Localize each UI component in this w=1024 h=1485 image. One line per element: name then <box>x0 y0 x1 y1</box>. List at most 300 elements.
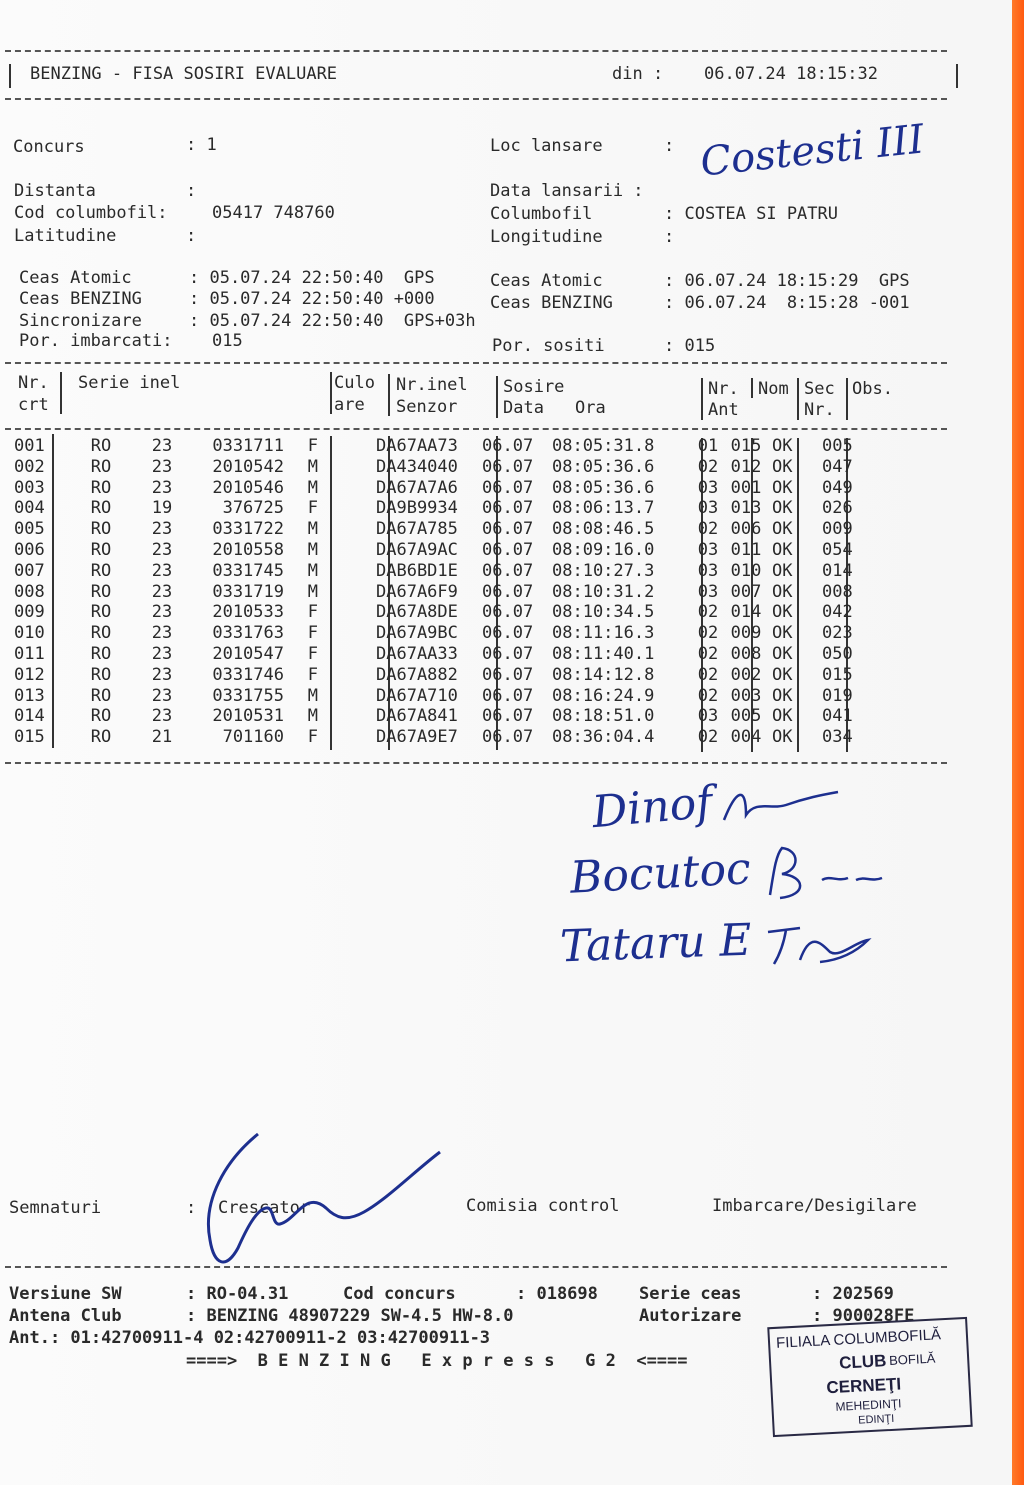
security-status-cell: OK <box>772 498 793 519</box>
antenna-number-cell: 02 <box>697 643 719 664</box>
stamp-line-2: CLUB <box>838 1351 887 1373</box>
ring-country-cell: RO <box>90 727 112 748</box>
security-status-cell: OK <box>772 664 793 685</box>
arrival-time-cell: 08:05:36.6 <box>552 456 655 477</box>
row-number-cell: 012 <box>14 664 45 685</box>
table-row <box>14 478 862 499</box>
ring-number-cell: 0331745 <box>212 560 284 581</box>
ring-year-cell: 23 <box>151 539 173 560</box>
sensor-ring-cell: DA67A9E7 <box>376 727 458 748</box>
ring-country-cell: RO <box>90 477 112 498</box>
serie-ceas-label: Serie ceas <box>639 1284 742 1304</box>
table-row <box>14 706 862 727</box>
observation-cell: 009 <box>822 519 853 540</box>
arrival-date-cell: 06.07 <box>482 436 534 456</box>
semnaturi-colon: : <box>186 1198 197 1218</box>
antenna-number-cell: 02 <box>697 685 719 706</box>
nom-value-cell: 004 <box>730 727 762 748</box>
stamp-line-5: EDINŢI <box>857 1412 895 1427</box>
arrival-time-cell: 08:05:36.6 <box>552 477 655 498</box>
col-separator <box>496 376 498 418</box>
col-separator <box>388 374 390 416</box>
row-number-cell: 011 <box>14 643 45 664</box>
col-culoare-header: Culo <box>334 373 375 393</box>
observation-cell: 034 <box>822 727 853 748</box>
divider <box>5 1266 947 1268</box>
ceas-atomic-start-value: : 05.07.24 22:50:40 GPS <box>189 268 435 288</box>
semnaturi-label: Semnaturi <box>9 1198 102 1218</box>
security-status-cell: OK <box>772 539 793 560</box>
security-status-cell: OK <box>772 623 793 644</box>
color-cell <box>318 498 376 519</box>
row-number-cell: 007 <box>14 560 45 581</box>
col-sosire-header: Sosire <box>503 377 565 397</box>
nom-value-cell: 014 <box>730 602 762 623</box>
nom-value-cell: 001 <box>730 477 762 498</box>
arrival-time-cell: 08:18:51.0 <box>552 706 655 727</box>
ring-year-cell: 23 <box>151 643 173 664</box>
observation-cell: 014 <box>822 560 853 581</box>
antenna-number-cell: 01 <box>697 436 719 456</box>
nom-value-cell: 011 <box>730 539 762 560</box>
stamp-line-1: FILIALA COLUMBOFILĂ <box>775 1326 942 1352</box>
sex-cell: M <box>307 519 318 540</box>
sensor-ring-cell: DA67AA33 <box>376 643 458 664</box>
col-separator <box>797 378 799 420</box>
sensor-ring-cell: DAB6BD1E <box>376 560 458 581</box>
observation-cell: 050 <box>822 643 853 664</box>
sex-cell: M <box>307 685 318 706</box>
table-row <box>14 457 862 478</box>
color-cell <box>318 686 376 707</box>
table-row <box>14 561 862 582</box>
ring-number-cell: 376725 <box>222 498 284 519</box>
arrival-date-cell: 06.07 <box>482 623 534 644</box>
observation-cell: 023 <box>822 623 853 644</box>
concurs-value: : 1 <box>186 135 217 155</box>
color-cell <box>318 582 376 603</box>
col-separator <box>751 378 753 398</box>
report-title: BENZING - FISA SOSIRI EVALUARE <box>30 64 338 84</box>
color-cell <box>318 727 376 748</box>
cod-concurs-value: : 018698 <box>516 1284 598 1304</box>
row-number-cell: 015 <box>14 727 45 748</box>
sex-cell: M <box>307 706 318 727</box>
security-status-cell: OK <box>772 581 793 602</box>
nom-value-cell: 015 <box>730 436 762 456</box>
signature-scribble-3 <box>760 912 880 972</box>
sex-cell: F <box>307 727 318 748</box>
serie-ceas-value: : 202569 <box>812 1284 894 1304</box>
ring-country-cell: RO <box>90 643 112 664</box>
ring-number-cell: 2010533 <box>212 602 284 623</box>
table-row <box>14 519 862 540</box>
sensor-ring-cell: DA67A785 <box>376 519 458 540</box>
arrival-date-cell: 06.07 <box>482 706 534 727</box>
table-row <box>14 582 862 603</box>
longitudine-colon: : <box>664 227 675 247</box>
color-cell <box>318 436 376 457</box>
ceas-atomic-start-label: Ceas Atomic <box>19 268 132 288</box>
sensor-ring-cell: DA67A8DE <box>376 602 458 623</box>
divider <box>5 98 947 100</box>
latitudine-colon: : <box>186 226 197 246</box>
security-status-cell: OK <box>772 560 793 581</box>
report-datetime: 06.07.24 18:15:32 <box>704 64 878 84</box>
sensor-ring-cell: DA67A9AC <box>376 539 458 560</box>
ring-year-cell: 23 <box>151 560 173 581</box>
autorizare-value: : 900028FE <box>812 1306 915 1326</box>
row-number-cell: 006 <box>14 539 45 560</box>
row-number-cell: 004 <box>14 498 45 519</box>
ring-country-cell: RO <box>90 685 112 706</box>
row-number-cell: 008 <box>14 581 45 602</box>
stamp-line-4: MEHEDINŢI <box>835 1396 902 1414</box>
ring-number-cell: 0331746 <box>212 664 284 685</box>
breeder-signature <box>196 1130 446 1280</box>
arrival-date-cell: 06.07 <box>482 664 534 685</box>
arrival-date-cell: 06.07 <box>482 581 534 602</box>
security-status-cell: OK <box>772 456 793 477</box>
sensor-ring-cell: DA67A841 <box>376 706 458 727</box>
ring-year-cell: 23 <box>151 436 173 456</box>
sensor-ring-cell: DA67A7A6 <box>376 477 458 498</box>
antena-club-label: Antena Club <box>9 1306 122 1326</box>
columbofil-value: : COSTEA SI PATRU <box>664 204 838 224</box>
ring-number-cell: 2010558 <box>212 539 284 560</box>
sensor-ring-cell: DA67A6F9 <box>376 581 458 602</box>
arrival-time-cell: 08:10:34.5 <box>552 602 655 623</box>
antenna-number-cell: 02 <box>697 602 719 623</box>
ring-year-cell: 23 <box>151 519 173 540</box>
sex-cell: F <box>307 623 318 644</box>
ceas-benzing-start-label: Ceas BENZING <box>19 289 142 309</box>
nom-value-cell: 008 <box>730 643 762 664</box>
antenna-number-cell: 02 <box>697 727 719 748</box>
arrival-date-cell: 06.07 <box>482 539 534 560</box>
antenna-number-cell: 02 <box>697 664 719 685</box>
sensor-ring-cell: DA434040 <box>376 456 458 477</box>
columbofil-label: Columbofil <box>490 204 593 224</box>
ring-number-cell: 0331719 <box>212 581 284 602</box>
ring-number-cell: 0331763 <box>212 623 284 644</box>
sensor-ring-cell: DA67AA73 <box>376 436 458 456</box>
ring-number-cell: 2010547 <box>212 643 284 664</box>
antenna-number-cell: 03 <box>697 498 719 519</box>
porumbei-imbarcati-label: Por. imbarcati: <box>19 331 173 351</box>
loc-lansare-colon: : <box>664 136 675 156</box>
versiune-sw-value: : RO-04.31 <box>186 1284 289 1304</box>
col-sec-header: Sec <box>804 379 835 399</box>
arrival-date-cell: 06.07 <box>482 560 534 581</box>
arrival-time-cell: 08:05:31.8 <box>552 436 655 456</box>
ring-year-cell: 23 <box>151 477 173 498</box>
col-nom-header: Nom <box>758 379 789 399</box>
ceas-benzing-start-value: : 05.07.24 22:50:40 +000 <box>189 289 435 309</box>
table-row <box>14 602 862 623</box>
sex-cell: F <box>307 602 318 623</box>
data-lansarii-label: Data lansarii : <box>490 181 644 201</box>
observation-cell: 015 <box>822 664 853 685</box>
security-status-cell: OK <box>772 643 793 664</box>
sex-cell: M <box>307 581 318 602</box>
ring-number-cell: 2010531 <box>212 706 284 727</box>
observation-cell: 019 <box>822 685 853 706</box>
handwritten-signature-2: Bocutoc <box>568 843 752 904</box>
ceas-benzing-end-label: Ceas BENZING <box>490 293 613 313</box>
sensor-ring-cell: DA9B9934 <box>376 498 458 519</box>
crescator-label: Crescator <box>218 1198 311 1218</box>
security-status-cell: OK <box>772 436 793 456</box>
antenna-number-cell: 02 <box>697 519 719 540</box>
ceas-atomic-end-label: Ceas Atomic <box>490 271 603 291</box>
ring-country-cell: RO <box>90 519 112 540</box>
signature-scribble-2 <box>760 840 890 910</box>
arrival-time-cell: 08:14:12.8 <box>552 664 655 685</box>
arrival-date-cell: 06.07 <box>482 727 534 748</box>
ceas-atomic-end-value: : 06.07.24 18:15:29 GPS <box>664 271 910 291</box>
autorizare-label: Autorizare <box>639 1306 742 1326</box>
col-crt-header: crt <box>18 395 49 415</box>
arrival-time-cell: 08:10:27.3 <box>552 560 655 581</box>
nom-value-cell: 012 <box>730 456 762 477</box>
ring-country-cell: RO <box>90 623 112 644</box>
orange-edge <box>1012 0 1024 1485</box>
ring-number-cell: 0331755 <box>212 685 284 706</box>
sex-cell: F <box>307 664 318 685</box>
arrival-date-cell: 06.07 <box>482 498 534 519</box>
antenna-number-cell: 02 <box>697 456 719 477</box>
color-cell <box>318 457 376 478</box>
sex-cell: F <box>307 643 318 664</box>
color-cell <box>318 540 376 561</box>
col-ant-header: Ant <box>708 400 739 420</box>
sex-cell: M <box>307 456 318 477</box>
handwritten-signature-1: Dinof <box>590 776 715 839</box>
color-cell <box>318 478 376 499</box>
club-stamp <box>767 1317 972 1437</box>
antenna-number-cell: 03 <box>697 706 719 727</box>
arrival-time-cell: 08:11:40.1 <box>552 643 655 664</box>
security-status-cell: OK <box>772 706 793 727</box>
col-separator <box>701 378 703 420</box>
col-nr-inel-header: Nr.inel <box>396 375 468 395</box>
col-ora-header: Ora <box>575 398 606 418</box>
table-row <box>14 644 862 665</box>
sincronizare-value: : 05.07.24 22:50:40 GPS+03h <box>189 311 476 331</box>
observation-cell: 054 <box>822 539 853 560</box>
ring-number-cell: 0331711 <box>212 436 284 456</box>
concurs-label: Concurs <box>13 137 85 157</box>
arrival-time-cell: 08:06:13.7 <box>552 498 655 519</box>
security-status-cell: OK <box>772 602 793 623</box>
porumbei-sositi-value: : 015 <box>664 336 716 356</box>
arrival-date-cell: 06.07 <box>482 602 534 623</box>
distanta-label: Distanta <box>14 181 96 201</box>
nom-value-cell: 009 <box>730 623 762 644</box>
ring-year-cell: 23 <box>151 664 173 685</box>
observation-cell: 047 <box>822 456 853 477</box>
row-number-cell: 002 <box>14 456 45 477</box>
nom-value-cell: 002 <box>730 664 762 685</box>
ring-number-cell: 2010546 <box>212 477 284 498</box>
arrival-time-cell: 08:08:46.5 <box>552 519 655 540</box>
col-culoare-header-2: are <box>334 395 365 415</box>
arrival-date-cell: 06.07 <box>482 477 534 498</box>
observation-cell: 005 <box>822 436 853 456</box>
arrival-date-cell: 06.07 <box>482 643 534 664</box>
table-row <box>14 498 862 519</box>
color-cell <box>318 665 376 686</box>
ring-year-cell: 23 <box>151 685 173 706</box>
color-cell <box>318 602 376 623</box>
col-separator <box>60 372 62 414</box>
divider <box>5 50 947 52</box>
ring-country-cell: RO <box>90 456 112 477</box>
nom-value-cell: 007 <box>730 581 762 602</box>
color-cell <box>318 561 376 582</box>
antenna-list: Ant.: 01:42700911-4 02:42700911-2 03:42700911-3 <box>9 1328 491 1348</box>
sex-cell: M <box>307 539 318 560</box>
color-cell <box>318 706 376 727</box>
porumbei-imbarcati-value: 015 <box>212 331 243 351</box>
col-obs-header: Obs. <box>852 379 893 399</box>
ring-country-cell: RO <box>90 560 112 581</box>
arrival-time-cell: 08:09:16.0 <box>552 539 655 560</box>
cod-columbofil-value: 05417 748760 <box>212 203 335 223</box>
arrivals-table-body <box>14 436 862 748</box>
table-row <box>14 665 862 686</box>
col-sec-nr-header: Nr. <box>804 400 835 420</box>
sex-cell: M <box>307 477 318 498</box>
sex-cell: M <box>307 560 318 581</box>
security-status-cell: OK <box>772 519 793 540</box>
row-number-cell: 014 <box>14 706 45 727</box>
antenna-number-cell: 03 <box>697 539 719 560</box>
nom-value-cell: 005 <box>730 706 762 727</box>
ring-country-cell: RO <box>90 436 112 456</box>
sincronizare-label: Sincronizare <box>19 311 142 331</box>
header-bar-right <box>956 64 958 88</box>
ring-year-cell: 23 <box>151 602 173 623</box>
ceas-benzing-end-value: : 06.07.24 8:15:28 -001 <box>664 293 910 313</box>
stamp-line-3: CERNEŢI <box>826 1374 902 1398</box>
cod-columbofil-label: Cod columbofil: <box>14 203 168 223</box>
arrival-date-cell: 06.07 <box>482 456 534 477</box>
table-row <box>14 540 862 561</box>
ring-country-cell: RO <box>90 539 112 560</box>
arrival-time-cell: 08:10:31.2 <box>552 581 655 602</box>
sensor-ring-cell: DA67A882 <box>376 664 458 685</box>
sensor-ring-cell: DA67A710 <box>376 685 458 706</box>
security-status-cell: OK <box>772 477 793 498</box>
arrivals-table <box>14 436 862 748</box>
antenna-number-cell: 03 <box>697 477 719 498</box>
ring-year-cell: 23 <box>151 456 173 477</box>
arrival-time-cell: 08:11:16.3 <box>552 623 655 644</box>
color-cell <box>318 644 376 665</box>
table-row <box>14 727 862 748</box>
ring-year-cell: 23 <box>151 706 173 727</box>
observation-cell: 026 <box>822 498 853 519</box>
nom-value-cell: 013 <box>730 498 762 519</box>
header-bar-left <box>9 64 11 88</box>
divider <box>5 762 947 764</box>
loc-lansare-label: Loc lansare <box>490 136 603 156</box>
sex-cell: F <box>307 436 318 456</box>
row-number-cell: 013 <box>14 685 45 706</box>
ring-country-cell: RO <box>90 664 112 685</box>
arrival-date-cell: 06.07 <box>482 685 534 706</box>
col-nr-header: Nr. <box>18 373 49 393</box>
cod-concurs-label: Cod concurs <box>343 1284 456 1304</box>
din-label: din : <box>612 64 664 84</box>
ring-number-cell: 701160 <box>222 727 284 748</box>
color-cell <box>318 519 376 540</box>
row-number-cell: 003 <box>14 477 45 498</box>
nom-value-cell: 010 <box>730 560 762 581</box>
table-row <box>14 686 862 707</box>
sensor-ring-cell: DA67A9BC <box>376 623 458 644</box>
signature-scribble-1 <box>716 780 846 840</box>
security-status-cell: OK <box>772 685 793 706</box>
col-separator <box>330 372 332 414</box>
nom-value-cell: 006 <box>730 519 762 540</box>
ring-year-cell: 23 <box>151 581 173 602</box>
distanta-colon: : <box>186 181 197 201</box>
ring-number-cell: 0331722 <box>212 519 284 540</box>
col-serie-inel-header: Serie inel <box>78 373 181 393</box>
porumbei-sositi-label: Por. sositi <box>492 336 605 356</box>
row-number-cell: 010 <box>14 623 45 644</box>
ring-year-cell: 19 <box>151 498 173 519</box>
imbarcare-desigilare-label: Imbarcare/Desigilare <box>712 1196 917 1216</box>
table-row <box>14 436 862 457</box>
divider <box>5 428 947 430</box>
longitudine-label: Longitudine <box>490 227 603 247</box>
handwritten-signature-3: Tataru E <box>559 914 753 973</box>
sex-cell: F <box>307 498 318 519</box>
ring-country-cell: RO <box>90 706 112 727</box>
latitudine-label: Latitudine <box>14 226 117 246</box>
col-data-header: Data <box>503 398 544 418</box>
antenna-number-cell: 03 <box>697 581 719 602</box>
observation-cell: 041 <box>822 706 853 727</box>
ring-year-cell: 21 <box>151 727 173 748</box>
ring-country-cell: RO <box>90 498 112 519</box>
col-senzor-header: Senzor <box>396 397 458 417</box>
col-separator <box>846 378 848 420</box>
row-number-cell: 001 <box>14 436 45 456</box>
ring-number-cell: 2010542 <box>212 456 284 477</box>
table-row <box>14 623 862 644</box>
security-status-cell: OK <box>772 727 793 748</box>
antena-club-value: : BENZING 48907229 SW-4.5 HW-8.0 <box>186 1306 514 1326</box>
benzing-express-banner: ====> B E N Z I N G E x p r e s s G 2 <==== <box>186 1351 688 1371</box>
nom-value-cell: 003 <box>730 685 762 706</box>
antenna-number-cell: 02 <box>697 623 719 644</box>
stamp-line-2b: BOFILĂ <box>888 1350 936 1368</box>
observation-cell: 042 <box>822 602 853 623</box>
row-number-cell: 009 <box>14 602 45 623</box>
arrival-time-cell: 08:36:04.4 <box>552 727 655 748</box>
observation-cell: 049 <box>822 477 853 498</box>
comisia-control-label: Comisia control <box>466 1196 620 1216</box>
ring-country-cell: RO <box>90 581 112 602</box>
divider <box>5 362 947 364</box>
ring-year-cell: 23 <box>151 623 173 644</box>
versiune-sw-label: Versiune SW <box>9 1284 122 1304</box>
